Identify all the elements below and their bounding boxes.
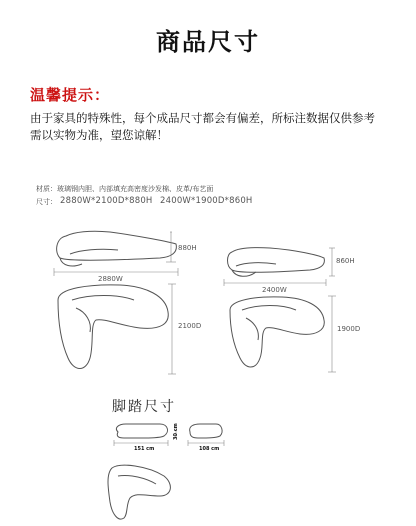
footrest-height-label: 30 cm (173, 423, 179, 440)
sofa-b-depth-label: 1900D (337, 325, 361, 333)
size-b-spec: 2400W*1900D*860H (160, 196, 253, 206)
sofa-a-top-view (58, 285, 168, 369)
material-spec: 材质：玻璃钢内胆、内部填充高密度沙发棉、皮革/布艺面 (36, 185, 214, 193)
footrest-top-view (108, 465, 170, 519)
size-spec-label: 尺寸： (36, 198, 57, 206)
sofa-a-side-view (57, 231, 177, 266)
sofa-b-height-label: 860H (336, 257, 355, 265)
sofa-a-width-label: 2880W (98, 275, 123, 283)
sofa-b-depth-dim (328, 296, 336, 372)
notice-title: 温馨提示： (30, 86, 111, 104)
page-title: 商品尺寸 (156, 28, 260, 56)
footrest-title: 脚踏尺寸 (112, 399, 176, 415)
sofa-b-side-view (228, 248, 325, 277)
sofa-a-height-label: 880H (178, 244, 197, 252)
sofa-b-width-dim (224, 279, 326, 286)
notice-line-1: 由于家具的特殊性，每个成品尺寸都会有偏差，所标注数据仅供参考 (30, 111, 375, 125)
footrest-a-side-view (116, 424, 167, 438)
sofa-a-depth-label: 2100D (178, 322, 202, 330)
footrest-b-width-label: 108 cm (199, 446, 220, 452)
sofa-b-height-dim (329, 248, 335, 276)
size-a-spec: 2880W*2100D*880H (60, 196, 153, 206)
sofa-a-height-dim (166, 232, 176, 262)
sofa-a-depth-dim (168, 284, 176, 374)
notice-line-2: 需以实物为准，望您谅解！ (30, 128, 168, 142)
footrest-b-side-view (190, 424, 222, 438)
sofa-b-top-view (230, 297, 324, 367)
footrest-a-width-label: 151 cm (134, 446, 155, 452)
sofa-b-width-label: 2400W (262, 286, 287, 294)
